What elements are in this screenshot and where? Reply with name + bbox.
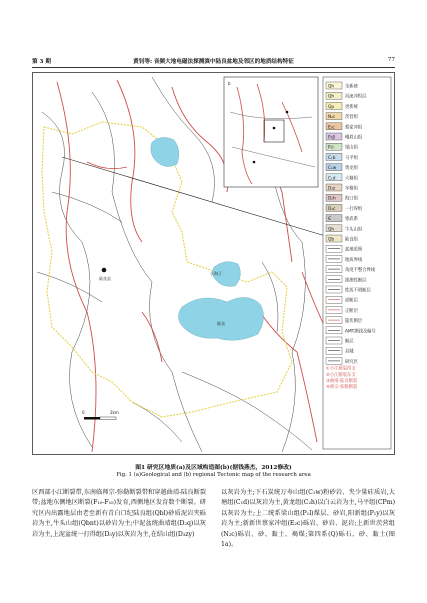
map-svg — [32, 72, 395, 455]
page-number: 77 — [387, 57, 395, 63]
legend-code: C₁d — [328, 176, 336, 182]
legend-label: 更新统 — [345, 104, 358, 110]
legend-label: 大塘组 — [345, 176, 358, 182]
body-paragraph-right: 以灰岩为主;下石炭统万寿山组(C₁w)粉砂岩、夹少量硅质岩,大塘组(C₁d)以灰岩为主,黄龙组(C₂h)以白云岩为主,马平组(CPm)以灰岩为主;上二统系梁山组(P₁l)煤层、砂岩,阳新组(P₁y)以灰岩为主;新新世蔡家冲组(E₂c)砾岩、砂岩、泥岩;上新世茨营组(N₂c)砾岩、砂、黏土、褐煤;第四系(Q)砾石、砂、黏土(图1a)。 — [221, 489, 395, 549]
legend-code: P₂β — [328, 135, 336, 141]
legend-label: 河流冲积层 — [345, 94, 367, 100]
figure-caption-cn: 图1 研究区地质(a)及区域构造图(b)(据钱燕杰，2012修改) — [135, 465, 292, 471]
issue-number: 第 3 期 — [32, 59, 51, 65]
legend-label: 盆地范围 — [345, 247, 363, 253]
legend-code: E₂c — [328, 125, 335, 131]
legend-code: Є — [328, 217, 332, 223]
figure-caption-en: Fig. 1 (a)Geological and (b) regional Tectonic map of the research area — [116, 472, 311, 478]
fault-name: ①小江断裂西支 — [326, 366, 356, 372]
scale-value: 2km — [110, 410, 119, 415]
legend-label: 断层 — [345, 339, 354, 345]
page-header — [32, 57, 395, 67]
legend-label: 地质界线 — [345, 257, 363, 263]
legend-label: 海口组 — [345, 196, 358, 202]
legend-label: 马平组 — [345, 155, 358, 161]
fault-name: ③曲靖-陆良断裂 — [326, 379, 358, 384]
legend-code: Qh — [328, 227, 335, 233]
fault-name-list — [326, 365, 358, 391]
legend-code: N₂c — [328, 115, 336, 121]
legend-label: 黄龙组 — [345, 166, 358, 172]
county-label: 陆良县 — [99, 276, 111, 281]
fault-name: ④师宗-弥勒断裂 — [326, 385, 358, 391]
legend-label: 寒武系 — [345, 217, 358, 223]
legend-code: Qh — [328, 94, 335, 100]
legend-label: 梁山组 — [345, 145, 358, 151]
legend-label: 性质不明断层 — [345, 288, 371, 294]
body-paragraph-left: 区西部小江断裂带,东南临师宗-弥勒断裂带和穿越曲靖-陆良断裂带;盆地东侧地区断裂(F₁₀-F₁₅)发育,西侧地区发育数个断裂。研究区内出露地层由老至新有青白口纪陆良组(Qbl)砂质泥岩夹砾岩为主,牛头山组(Qbnt)以砂岩为主;中泥盆统曲靖组(D₂q)以灰岩为主,上泥盆统一打得组(D₃y)以灰岩为主,在结山组(D₃zy) — [32, 489, 206, 538]
body-column-right — [221, 488, 395, 550]
legend-label: 县城 — [345, 349, 354, 355]
legend-label: 峨眉山组 — [345, 135, 363, 141]
fault-name: ②小江断裂东支 — [326, 372, 356, 378]
county-town-marker — [102, 268, 107, 273]
legend-code: D₁c — [328, 206, 336, 212]
reservoir-label: 小海子 — [210, 271, 222, 276]
legend-code: Qb — [328, 237, 335, 243]
running-title: 黄钊等: 音频大地电磁法探测滇中陆良盆地及邻区的地质结构特征 — [133, 59, 294, 65]
legend-label: 蔡家冲组 — [345, 125, 363, 131]
legend-panel — [323, 77, 391, 449]
legend-label: 宰格组 — [345, 186, 358, 192]
legend-code: P₁l — [328, 145, 334, 151]
legend-code: D₂h — [328, 196, 336, 202]
legend-label: 研究区 — [345, 359, 358, 365]
legend-label: AMT测线及编号 — [345, 329, 376, 335]
lake-label: 陆良 — [217, 321, 225, 326]
legend-label: 陆良组 — [345, 237, 358, 243]
legend-label: 隐伏断层 — [345, 319, 363, 325]
body-column-left — [32, 488, 206, 540]
legend-label: 推测性断层 — [345, 278, 367, 284]
geological-map-figure — [32, 72, 395, 455]
inset-label: b — [228, 81, 231, 86]
legend-code: C₁w — [328, 166, 337, 172]
legend-code: Qh — [328, 84, 335, 90]
legend-label: 逆断层 — [345, 298, 358, 304]
legend-label: 茨营组 — [345, 115, 358, 121]
legend-label: 全新统 — [345, 84, 358, 90]
legend-label: 牛头山组 — [345, 227, 363, 233]
inset-map — [224, 77, 318, 187]
scale-zero: 0 — [82, 410, 85, 415]
legend-code: D₃z — [328, 186, 336, 192]
legend-label: 正断层 — [345, 308, 358, 314]
legend-code: C₁b — [328, 155, 336, 161]
legend-label: 角度不整合界线 — [345, 268, 376, 274]
legend-label: 一打得组 — [345, 206, 363, 212]
header-rule — [32, 67, 395, 68]
legend-code: Qp — [328, 104, 335, 110]
